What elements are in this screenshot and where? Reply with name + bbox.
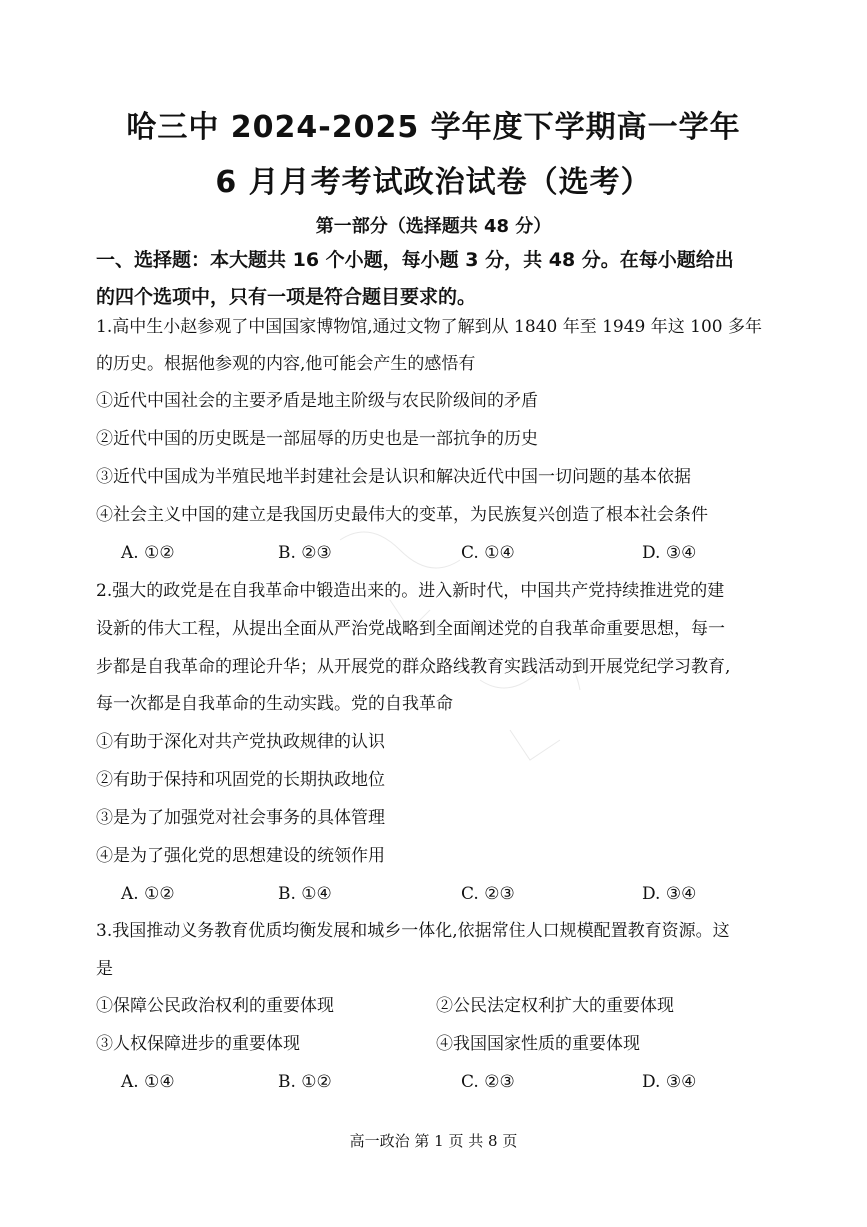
- question-3-item-2: ②公民法定权利扩大的重要体现: [436, 996, 674, 1016]
- question-2-option-a: A. ①②: [121, 884, 175, 904]
- section-heading: 第一部分（选择题共 48 分）: [315, 216, 552, 237]
- question-1-option-a: A. ①②: [121, 543, 175, 563]
- question-1-stem-line2: 的历史。根据他参观的内容,他可能会产生的感悟有: [96, 354, 476, 374]
- question-1-item-3: ③近代中国成为半殖民地半封建社会是认识和解决近代中国一切问题的基本依据: [96, 467, 691, 487]
- question-3-item-4: ④我国国家性质的重要体现: [436, 1034, 640, 1054]
- question-2-stem-line2: 设新的伟大工程，从提出全面从严治党战略到全面阐述党的自我革命重要思想，每一: [96, 619, 725, 639]
- instructions-line1: 一、选择题：本大题共 16 个小题，每小题 3 分，共 48 分。在每小题给出: [96, 249, 734, 271]
- question-2-item-3: ③是为了加强党对社会事务的具体管理: [96, 808, 385, 828]
- question-3-stem-line1: 3.我国推动义务教育优质均衡发展和城乡一体化,依据常住人口规模配置教育资源。这: [96, 921, 730, 941]
- question-3-option-c: C. ②③: [461, 1072, 515, 1092]
- exam-title-line2: 6 月月考考试政治试卷（选考）: [215, 165, 652, 200]
- question-2-item-2: ②有助于保持和巩固党的长期执政地位: [96, 770, 385, 790]
- question-1-option-d: D. ③④: [642, 543, 697, 563]
- question-3-option-d: D. ③④: [642, 1072, 697, 1092]
- question-2-item-1: ①有助于深化对共产党执政规律的认识: [96, 732, 385, 752]
- question-1-option-b: B. ②③: [278, 543, 332, 563]
- question-2-stem-line3: 步都是自我革命的理论升华；从开展党的群众路线教育实践活动到开展党纪学习教育,: [96, 657, 731, 677]
- question-1-item-1: ①近代中国社会的主要矛盾是地主阶级与农民阶级间的矛盾: [96, 391, 538, 411]
- instructions-line2: 的四个选项中，只有一项是符合题目要求的。: [96, 286, 477, 308]
- question-3-item-1: ①保障公民政治权利的重要体现: [96, 996, 334, 1016]
- faint-watermark: [330, 500, 590, 800]
- question-2-stem-line1: 2.强大的政党是在自我革命中锻造出来的。进入新时代，中国共产党持续推进党的建: [96, 581, 725, 601]
- question-2-option-b: B. ①④: [278, 884, 332, 904]
- question-3-option-a: A. ①④: [121, 1072, 175, 1092]
- question-2-option-d: D. ③④: [642, 884, 697, 904]
- question-1-item-2: ②近代中国的历史既是一部屈辱的历史也是一部抗争的历史: [96, 429, 538, 449]
- page-footer: 高一政治 第 1 页 共 8 页: [349, 1132, 518, 1150]
- question-2-stem-line4: 每一次都是自我革命的生动实践。党的自我革命: [96, 694, 453, 714]
- question-3-item-3: ③人权保障进步的重要体现: [96, 1034, 300, 1054]
- question-2-option-c: C. ②③: [461, 884, 515, 904]
- exam-title-line1: 哈三中 2024-2025 学年度下学期高一学年: [126, 110, 741, 145]
- question-3-stem-line2: 是: [96, 959, 113, 979]
- question-1-option-c: C. ①④: [461, 543, 515, 563]
- question-1-item-4: ④社会主义中国的建立是我国历史最伟大的变革，为民族复兴创造了根本社会条件: [96, 505, 708, 525]
- question-2-item-4: ④是为了强化党的思想建设的统领作用: [96, 846, 385, 866]
- question-1-stem-line1: 1.高中生小赵参观了中国国家博物馆,通过文物了解到从 1840 年至 1949 年这 100 多年: [96, 317, 763, 337]
- question-3-option-b: B. ①②: [278, 1072, 332, 1092]
